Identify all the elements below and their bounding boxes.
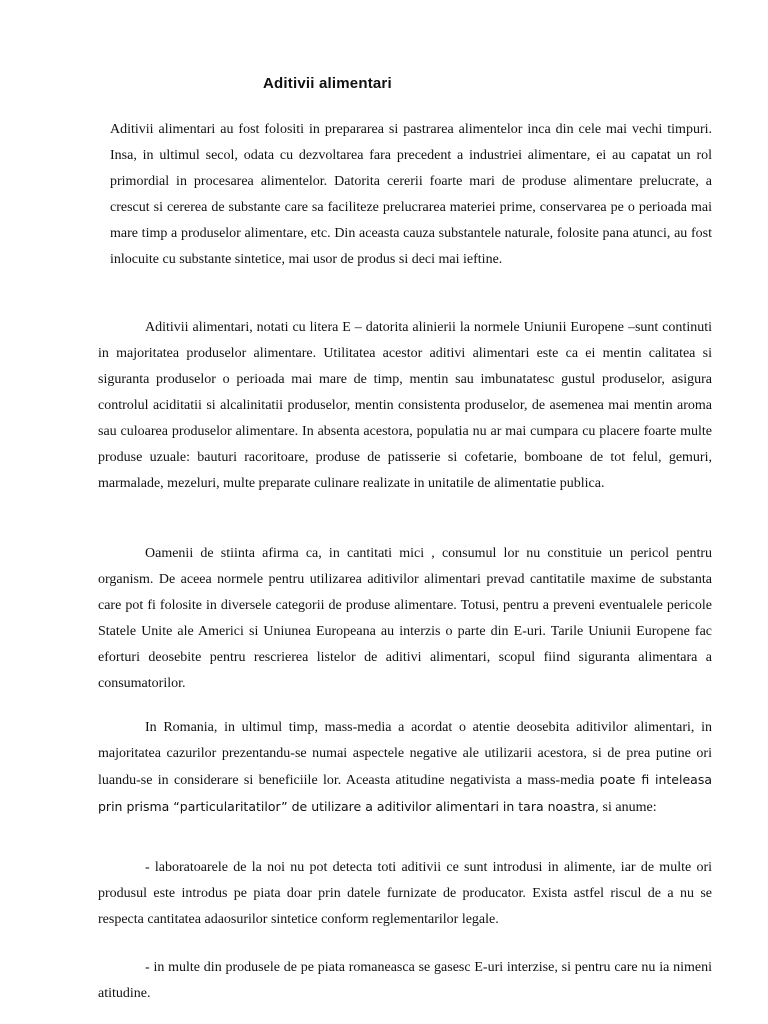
paragraph-romania-text-1: In Romania, in ultimul timp, mass-media a acordat o atentie deosebita aditivilor alimentari, in majoritatea cazurilor prezentandu-se numai aspectele negative ale utilizarii acestora, si de prea putine ori luandu-se in considerare si beneficiile lor. Aceasta atitudine negativista a mass-media xyxy=(98,720,712,788)
paragraph-romania-text-2: poate fi inteleasa prin prisma “particularitatilor” de utilizare a aditivilor alimentari in tara noastra, xyxy=(98,772,712,814)
list-item-laboratories: - laboratoarele de la noi nu pot detecta toti aditivii ce sunt introdusi in alimente, iar de multe ori produsul este introdus pe piata doar prin datele furnizate de producator. Exista astfel riscul de a nu se respecta cantitatea adaosurilor sintetice conform reglementarilor legale. xyxy=(98,860,712,927)
paragraph-scientists: Oamenii de stiinta afirma ca, in cantitati mici , consumul lor nu constituie un pericol pentru organism. De aceea normele pentru utilizarea aditivilor alimentari prevad cantitatile maxime de substanta care pot fi folosite in diversele categorii de produse alimentare. Totusi, pentru a preveni eventualele pericole Statele Unite ale Americi si Uniunea Europeana au interzis o parte din E-uri. Tarile Uniunii Europene fac eforturi deosebite pentru rescrierea listelor de aditivi alimentari, scopul fiind siguranta alimentara a consumatorilor. xyxy=(98,546,712,691)
paragraph-e-additives: Aditivii alimentari, notati cu litera E – datorita alinierii la normele Uniunii Europene –sunt continuti in majoritatea produselor alimentare. Utilitatea acestor aditivi alimentari este ca ei mentin calitatea si siguranta produselor o perioada mai mare de timp, mentin sau imbunatatesc gustul produselor, asigura controlul aciditatii si alcalinitatii produselor, mentin consistenta produselor, de asemenea mai mentin aroma sau culoarea produselor alimentare. In absenta acestora, populatia nu ar mai cumpara cu placere foarte multe produse uzuale: bauturi racoritoare, produse de patisserie si cofetarie, bomboane de tot felul, gemuri, marmalade, mezeluri, multe preparate culinare realizate in unitatile de alimentatie publica. xyxy=(98,320,712,491)
document-title: Aditivii alimentari xyxy=(263,75,392,92)
list-item-banned-e-numbers: - in multe din produsele de pe piata romaneasca se gasesc E-uri interzise, si pentru care nu ia nimeni atitudine. xyxy=(98,960,712,1001)
paragraph-intro: Aditivii alimentari au fost folositi in prepararea si pastrarea alimentelor inca din cele mai vechi timpuri. Insa, in ultimul secol, odata cu dezvoltarea fara precedent a industriei alimentare, ei au capatat un rol primordial in procesarea alimentelor. Datorita cererii foarte mari de produse alimentare prelucrate, a crescut si cererea de substante care sa faciliteze prelucrarea materiei prime, conservarea pe o perioada mai mare timp a produselor alimentare, etc. Din aceasta cauza substantele naturale, folosite pana atunci, au fost inlocuite cu substante sintetice, mai usor de produs si deci mai ieftine. xyxy=(110,122,712,267)
paragraph-romania-text-3: si anume: xyxy=(599,800,657,815)
paragraph-romania xyxy=(98,715,712,821)
